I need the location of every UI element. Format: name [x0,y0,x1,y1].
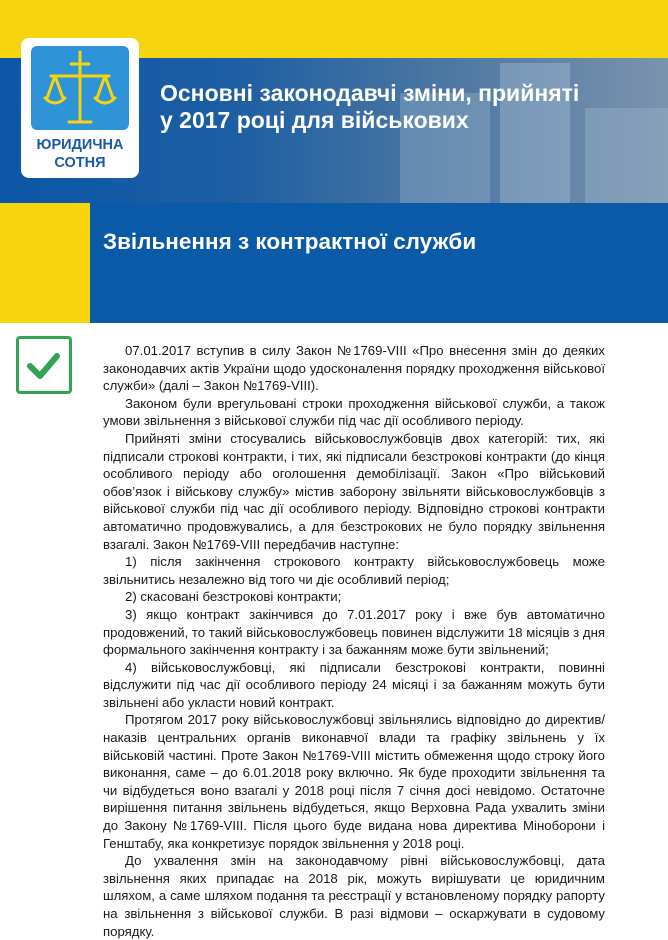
logo-text-line: СОТНЯ [54,155,106,171]
checkmark-box [16,336,72,394]
article-body [103,342,605,940]
paragraph: Прийняті зміни стосувались військовослужбовців двох категорій: тих, які підписали строкові контракти, і тих, які підписали безстрокові контракти (до кінця особливого періоду або оголошення демобілізації. Закон «Про військовий обов’язок і військову службу» містив заборону звільняти військовослужбовців з військової служби під час дії особливого періоду. Відповідно строкові контракти автоматично продовжувались, а для безстрокових не було порядку звільнення взагалі. Закон №1769-VIII передбачив наступне: [103,430,605,552]
paragraph: До ухвалення змін на законодавчому рівні військовослужбовці, дата звільнення яких припадає на 2018 рік, можуть вирішувати це юридичним шляхом, а саме шляхом подання та реєстрації у встановленому порядку рапорту на звільнення з військової служби. В разі відмови – оскаржувати в судовому порядку. [103,853,605,939]
section-title: Звільнення з контрактної служби [103,229,477,254]
list-item: 2) скасовані безстрокові контракти; [125,589,342,605]
list-item: 4) військовослужбовці, які підписали безстрокові контракти, повинні відслужити під час дії особливого періоду 24 місяці і за бажанням можуть бути звільнені або укласти новий контракт. [103,659,605,710]
list-item: 3) якщо контракт закінчився до 7.01.2017 року і вже був автоматично продовжений, то такий військовослужбовець повинен відслужити 18 місяців з дня формального закінчення контракту і за бажанням може бути звільнений; [103,606,605,658]
paragraph: Протягом 2017 року військовослужбовці звільнялись відповідно до директив/наказів центральних органів виконавчої влади та графіку звільнень у їх військовій частині. Проте Закон №1769-VIII містить обмеження щодо строку його виконання, саме – до 6.01.2018 року включно. Як буде проходити звільнення та чи відбудеться воно взагалі у 2018 році після 7 січня досі невідомо. Остаточне вирішення питання звільнень відбудеться, якщо Верховна Рада ухвалить зміни до Закону №1769-VIII. Після цього буде видана нова директива Міноборони і Генштабу, яка конкретизує порядок звільнення у 2018 році. [103,712,605,851]
background-building [585,108,668,203]
paragraph: Законом були врегульовані строки проходження військової служби, а також умови звільнення з військової служби під час дії особливого періоду. [103,395,605,429]
list-item: 1) після закінчення строкового контракту військовослужбовець може звільнитись незалежно від того чи діє особливий період; [103,554,605,587]
page-title: Основні законодавчі зміни, прийняті у 2017 році для військових [160,80,580,133]
section-blue-band [90,203,668,323]
logo-text [21,136,139,172]
paragraph: 07.01.2017 вступив в силу Закон №1769-VIII «Про внесення змін до деяких законодавчих актів України щодо удосконалення порядку проходження військової служби» (далі – Закон №1769-VIII). [103,343,605,394]
scales-sword-icon [31,46,129,130]
logo [21,38,139,178]
checkmark-icon [19,339,69,391]
logo-emblem [31,46,129,130]
logo-text-line: ЮРИДИЧНА [36,137,124,153]
